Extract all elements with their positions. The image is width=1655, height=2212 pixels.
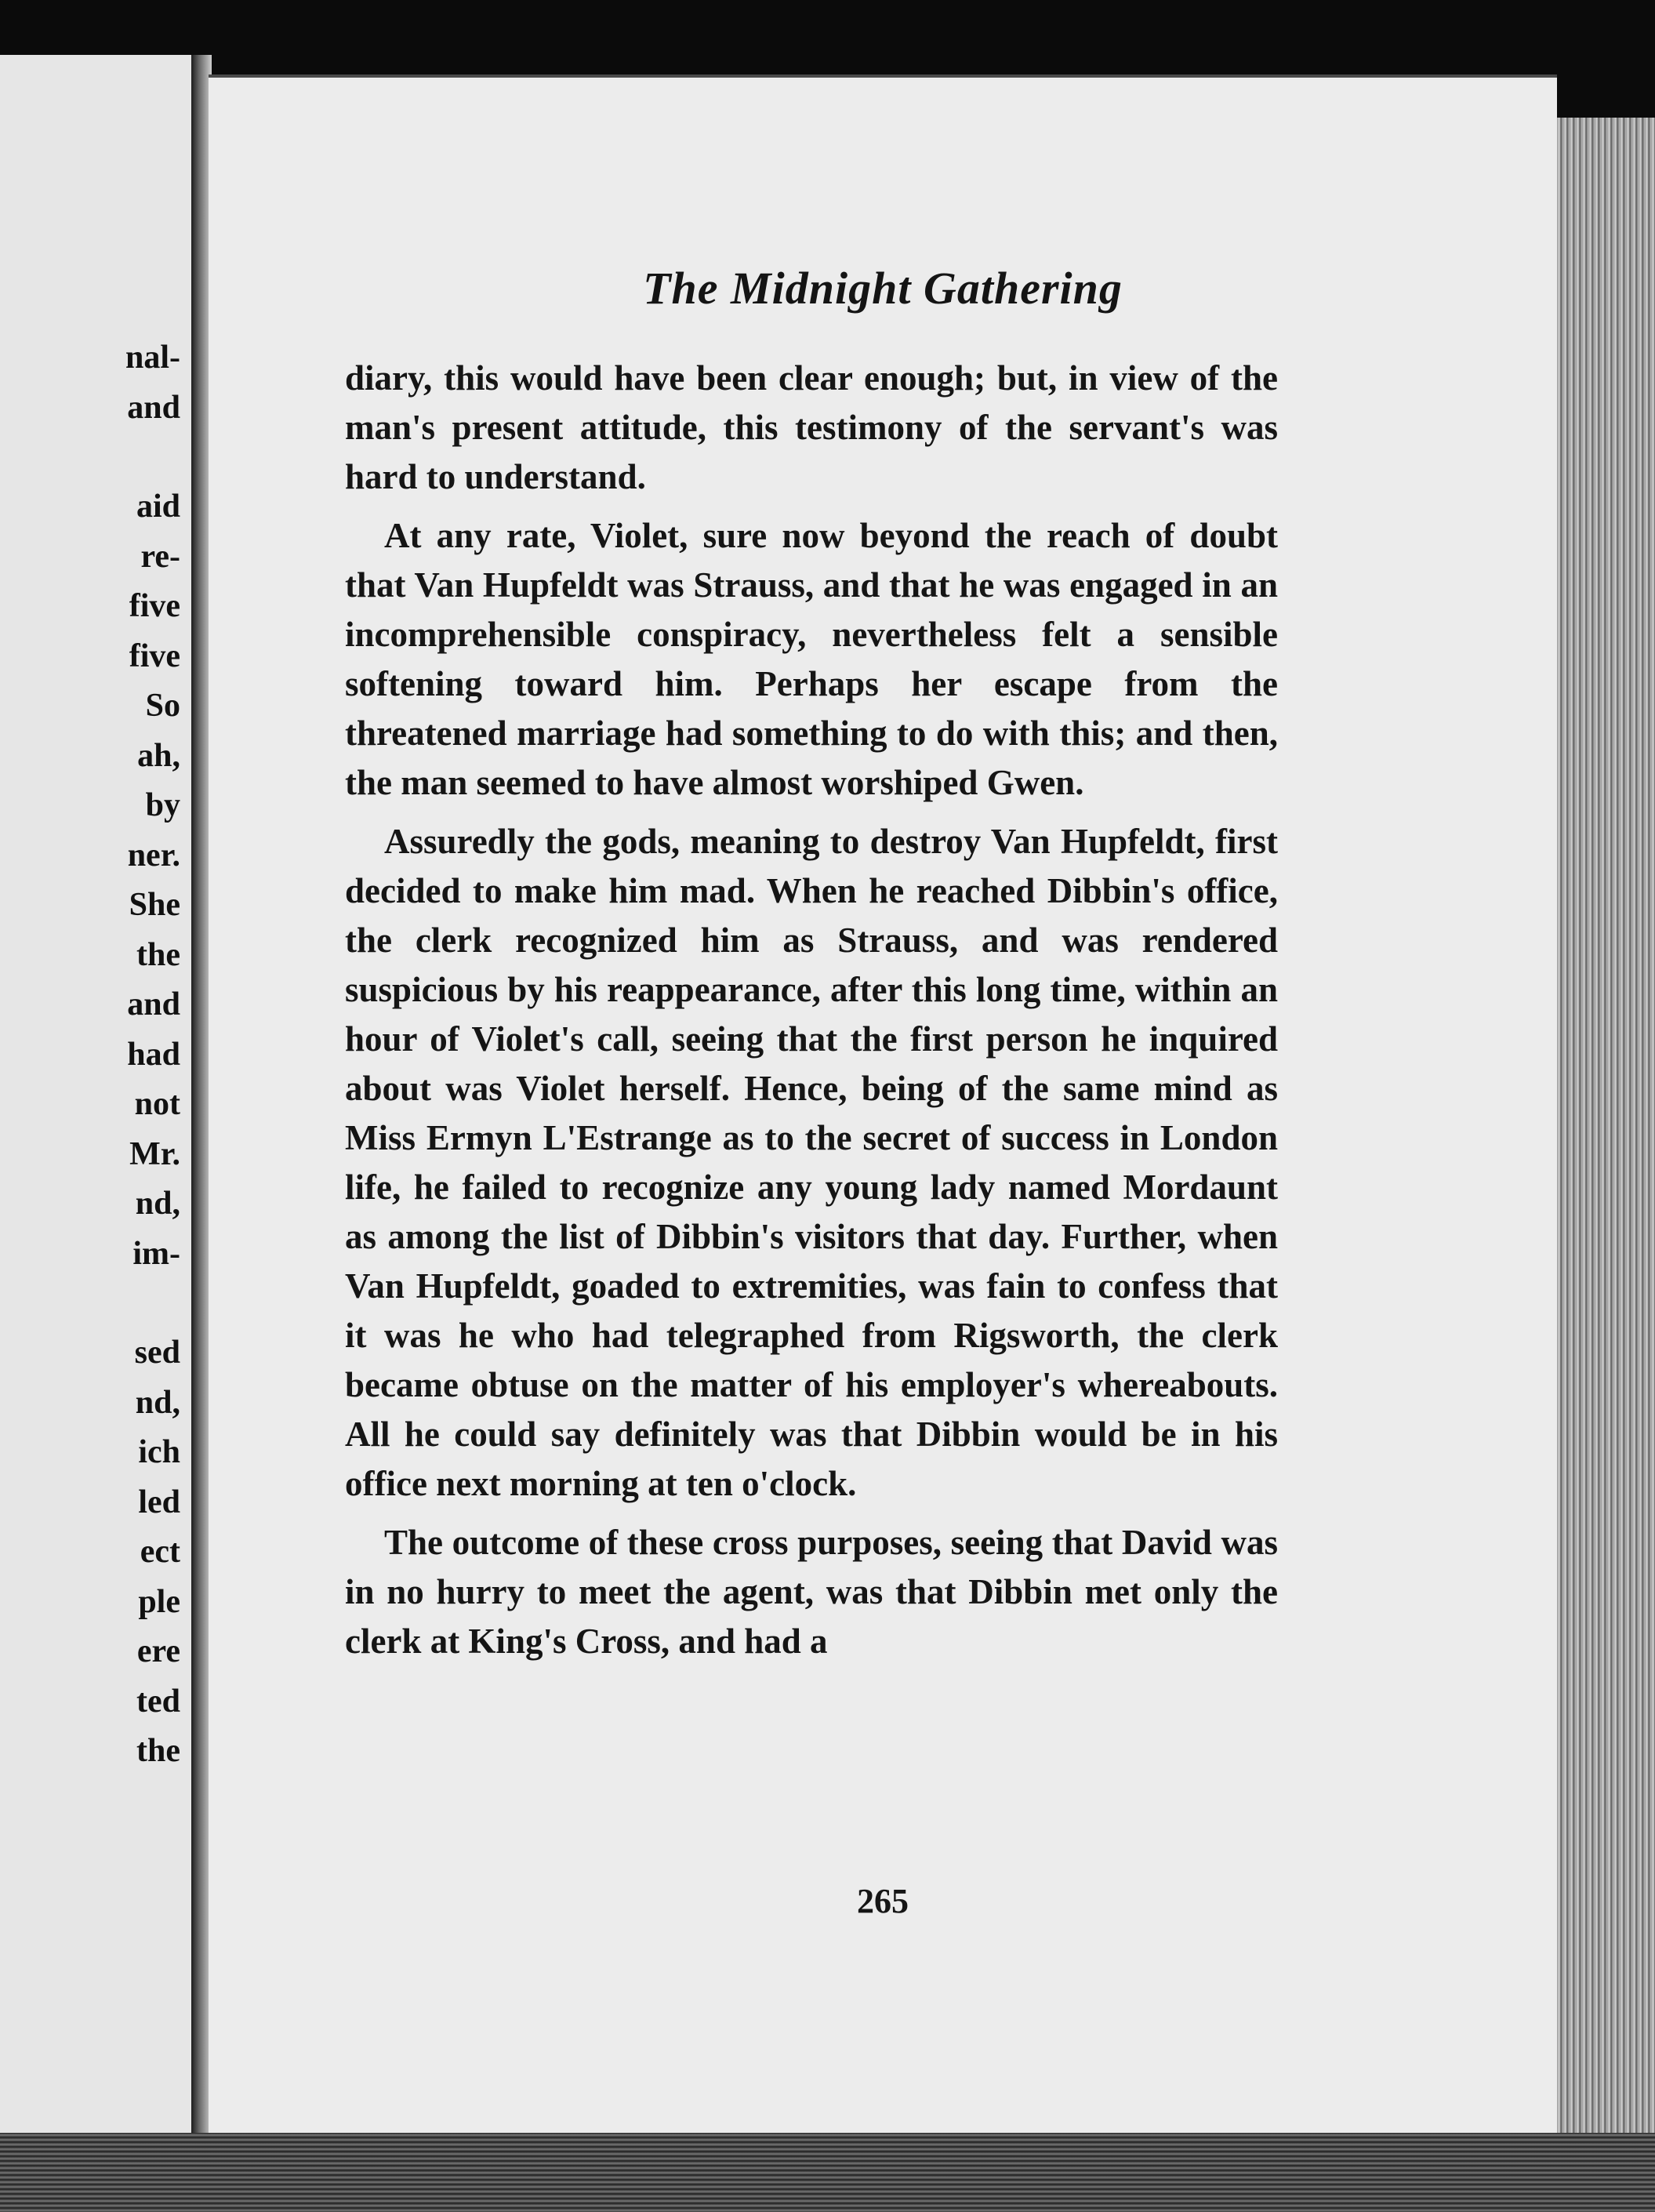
left-fragment: five: [129, 637, 180, 674]
left-fragment: had: [127, 1036, 180, 1073]
left-fragment: the: [136, 936, 180, 973]
left-fragment-gap: [0, 433, 180, 482]
left-fragment: im-: [132, 1235, 180, 1272]
left-fragment: ect: [140, 1534, 180, 1570]
left-fragment: five: [129, 588, 180, 624]
left-fragment: not: [134, 1086, 180, 1122]
paragraph: Assuredly the gods, meaning to destroy Van Hupfeldt, first decided to make him mad. When he reached Dibbin's office, the clerk recognized him as Strauss, and was rendered suspicious by his reappearance, after this long time, within an hour of Violet's call, seeing that the first person he inquired about was Violet herself. Hence, being of the same mind as Miss Ermyn L'Estrange as to the secret of success in London life, he failed to recognize any young lady named Mordaunt as among the list of Dibbin's visitors that day. Further, when Van Hupfeldt, goaded to extremities, was fain to confess that it was he who had telegraphed from Rigsworth, the clerk became obtuse on the matter of his employer's whereabouts. All he could say definitely was that Dibbin would be in his office next morning at ten o'clock.: [345, 822, 1278, 1503]
left-page-text-fragments: [0, 333, 180, 1777]
running-head: The Midnight Gathering: [643, 263, 1123, 314]
left-fragment-gap: [0, 1279, 180, 1328]
left-fragment: led: [138, 1484, 180, 1520]
left-page: [0, 55, 196, 2164]
bottom-page-edges: [0, 2133, 1655, 2212]
page-edges: [1557, 118, 1655, 2156]
page-number: 265: [857, 1882, 909, 1920]
left-fragment: and: [127, 389, 180, 426]
left-fragment: She: [129, 887, 180, 923]
left-fragment: the: [136, 1733, 180, 1769]
left-fragment: ere: [136, 1633, 180, 1669]
left-fragment: and: [127, 986, 180, 1022]
left-fragment: by: [145, 787, 180, 823]
left-fragment: re-: [140, 538, 180, 575]
paragraph: At any rate, Violet, sure now beyond the reach of doubt that Van Hupfeldt was Strauss, and that he was engaged in an incomprehensible conspiracy, nevertheless felt a sensible softening toward him. Perhaps her escape from the threatened marriage had something to do with this; and then, the man seemed to have almost worshiped Gwen.: [345, 516, 1278, 802]
left-fragment: nd,: [135, 1384, 180, 1421]
left-fragment: ah,: [137, 737, 180, 774]
paragraph: The outcome of these cross purposes, seeing that David was in no hurry to meet the agent, was that Dibbin met only the clerk at King's Cross, and had a: [345, 1523, 1278, 1661]
left-fragment: aid: [136, 489, 180, 525]
left-fragment: nal-: [125, 340, 180, 376]
page-body: [345, 354, 1278, 1666]
paragraph: diary, this would have been clear enough; but, in view of the man's present attitude, this testimony of the servant's was hard to understand.: [345, 358, 1278, 496]
right-page: [209, 74, 1557, 2163]
left-fragment: ple: [138, 1583, 180, 1620]
left-fragment: So: [145, 688, 180, 724]
left-fragment: ich: [138, 1434, 180, 1470]
left-fragment: nd,: [135, 1186, 180, 1222]
left-fragment: Mr.: [129, 1135, 180, 1172]
left-fragment: sed: [134, 1335, 180, 1371]
left-fragment: ner.: [127, 837, 180, 874]
left-fragment: ted: [136, 1683, 180, 1720]
